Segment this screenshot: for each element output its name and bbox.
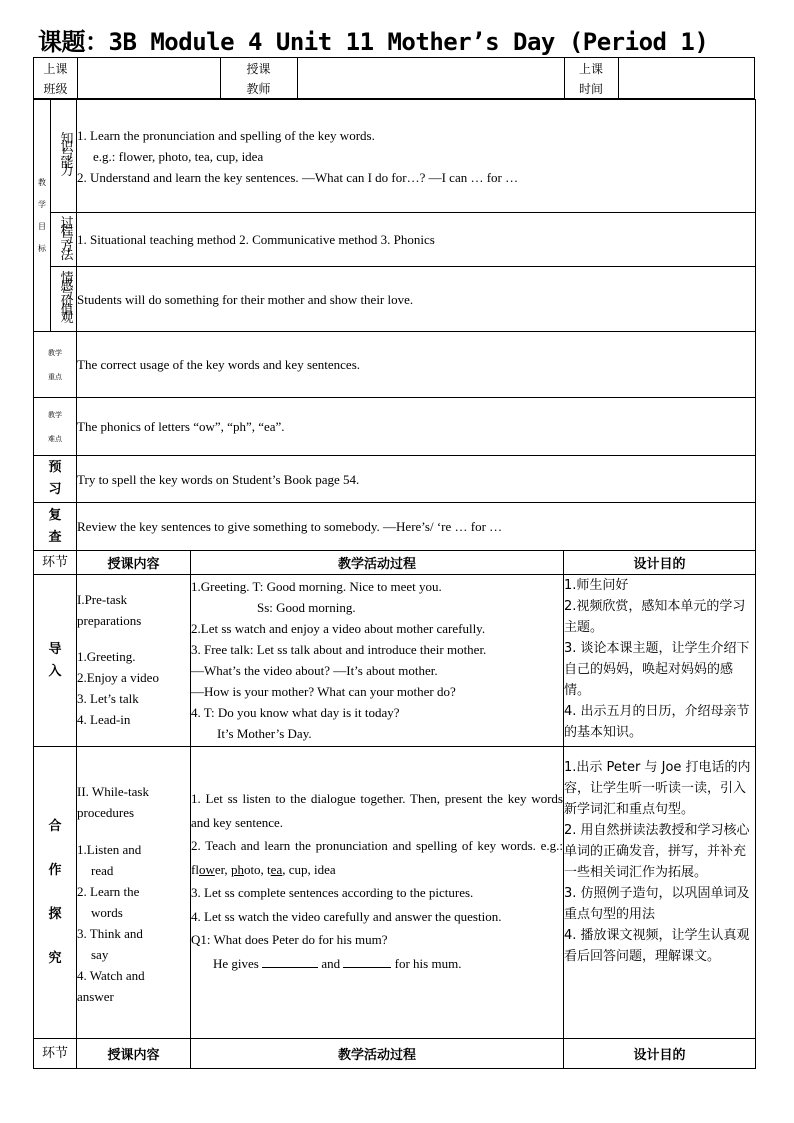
time-label: 上课 时间 [578, 62, 603, 96]
answer-blank-1[interactable] [262, 967, 318, 968]
header-row [33, 57, 755, 99]
lesson-plan-table [33, 99, 756, 1069]
teacher-field[interactable] [298, 58, 564, 98]
key-points-text: The correct usage of the key words and key sentences. [77, 332, 756, 398]
column-header-content: 授课内容 [77, 551, 191, 575]
method-objectives: 1. Situational teaching method 2. Communicative method 3. Phonics [77, 213, 756, 267]
lead-in-steps: 1.Greeting. T: Good morning. Nice to meet you. Ss: Good morning. 2.Let ss watch and enjoy a video about mother carefully. 3. Free talk: Let ss talk about and introduce their mother. —What’s the video about? —It’s about mother. —How is your mother? What can your mother do? 4. T: Do you know what day is it today? It’s Mother’s Day. [191, 575, 564, 747]
column-header-purpose-2: 设计目的 [564, 1039, 756, 1069]
class-label: 上课 班级 [43, 62, 68, 96]
time-field[interactable] [619, 58, 755, 98]
method-label: 过程与方法 [51, 213, 77, 267]
knowledge-objectives: 1. Learn the pronunciation and spelling of the key words. e.g.: flower, photo, tea, cup, idea 2. Understand and learn the key sentences. —What can I do for…? —I can … for … [77, 100, 756, 213]
difficulties-text: The phonics of letters “ow”, “ph”, “ea”. [77, 398, 756, 456]
column-header-purpose: 设计目的 [564, 551, 756, 575]
emotion-label: 情感与价值观 [51, 267, 77, 332]
class-field[interactable] [78, 58, 220, 98]
emotion-objectives: Students will do something for their mother and show their love. [77, 267, 756, 332]
preview-label: 预 习 [34, 456, 77, 503]
column-header-stage: 环节 [34, 551, 77, 575]
lead-in-stage: I.Pre-task preparations 1.Greeting. 2.Enjoy a video 3. Let’s talk 4. Lead-in [77, 575, 191, 747]
cooperate-purpose: 1.出示 Peter 与 Joe 打电话的内容，让学生听一听读一读，引入新学词汇和重点句型。 2. 用自然拼读法教授和学习核心单词的正确发音，拼写，并补充一些相关词汇作为拓展。 3. 仿照例子造句，以巩固单词及重点句型的用法 4. 播放课文视频，让学生认真观看后回答问题，理解课文。 [564, 747, 756, 1039]
lesson-title [38, 22, 708, 57]
lead-in-purpose: 1.师生问好 2.视频欣赏，感知本单元的学习主题。 3. 谈论本课主题，让学生介绍下自己的妈妈，唤起对妈妈的感情。 4. 出示五月的日历，介绍母亲节的基本知识。 [564, 575, 756, 747]
title-text: 3B Module 4 Unit 11 Mother’s Day (Period 1) [108, 28, 709, 56]
knowledge-label: 知识与能力 [51, 100, 77, 213]
column-header-content-2: 授课内容 [77, 1039, 191, 1069]
cooperate-label: 合 作 探 究 [34, 747, 77, 1039]
column-header-stage-2: 环节 [34, 1039, 77, 1069]
teacher-label: 授课 教师 [246, 62, 271, 96]
preview-text: Try to spell the key words on Student’s Book page 54. [77, 456, 756, 503]
review-text: Review the key sentences to give something to somebody. —Here’s/ ‘re … for … [77, 503, 756, 551]
objectives-label: 教 学 目 标 [34, 100, 51, 332]
title-prefix: 课题： [38, 28, 109, 56]
column-header-process: 教学活动过程 [191, 551, 564, 575]
answer-blank-2[interactable] [343, 967, 391, 968]
cooperate-steps: 1. Let ss listen to the dialogue together. Then, present the key words and key sentence. 2. Teach and learn the pronunciation and spelling of key words. e.g.: flower, photo, tea, cup, idea 3. Let ss complete sentences according to the pictures. 4. Let ss watch the video carefully and answer the question. Q1: What does Peter do for his mum? He gives and for his mum. [191, 747, 564, 1039]
cooperate-stage: II. While-task procedures 1.Listen and read 2. Learn the words 3. Think and say 4. Watch and answer [77, 747, 191, 1039]
review-label: 复 查 [34, 503, 77, 551]
column-header-process-2: 教学活动过程 [191, 1039, 564, 1069]
difficulties-label: 教学难点 [34, 398, 77, 456]
key-points-label: 教学重点 [34, 332, 77, 398]
lead-in-label: 导 入 [34, 575, 77, 747]
